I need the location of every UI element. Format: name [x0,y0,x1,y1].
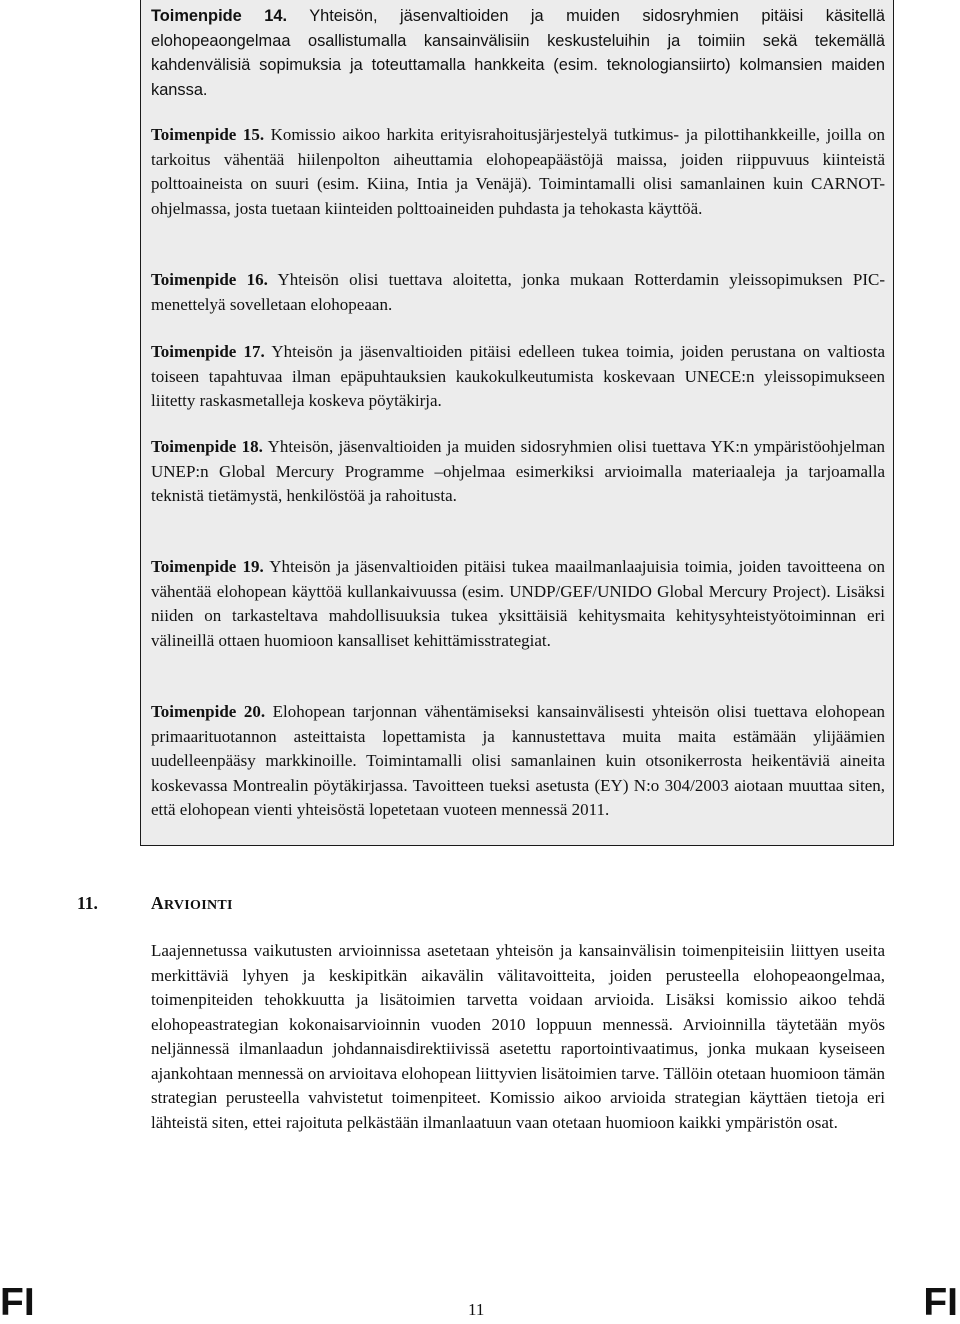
measure-14-text: Yhteisön, jäsenvaltioiden ja muiden sidosryhmien pitäisi käsitellä elohopeaongelmaa osallistumalla kansainvälisiin keskusteluihin ja toimiin sekä tekemällä kahdenvälisiä sopimuksia ja toteuttamalla hankkeita (esim. teknologiansiirto) kolmansien maiden kanssa. [151,7,885,99]
measure-19-paragraph [151,555,885,653]
language-code-left: FI [0,1281,35,1324]
section-heading [151,893,233,914]
measure-15-text: Komissio aikoo harkita erityisrahoitusjärjestelyä tutkimus- ja pilottihankkeille, joilla on tarkoitus vähentää hiilenpolton aiheuttamia elohopeapäästöjä maissa, joiden riippuvuus kiinteistä polttoaineista on suuri (esim. Kiina, Intia ja Venäjä). Toimintamalli olisi samanlainen kuin CARNOT-ohjelmassa, josta tuetaan kiinteiden polttoaineiden puhdasta ja tehokasta käyttöä. [151,125,885,218]
measure-20-paragraph [151,700,885,823]
measure-14-paragraph [151,4,885,102]
measure-17-text: Yhteisön ja jäsenvaltioiden pitäisi edelleen tukea toimia, joiden perustana on valtiosta toiseen tapahtuvaa ilman epäpuhtauksien kaukokulkeutumista koskevaan UNECE:n yleissopimukseen liitetty raskasmetalleja koskeva pöytäkirja. [151,342,885,410]
measure-18-label: Toimenpide 18. [151,437,263,456]
section-heading-initial: A [151,893,164,913]
measure-16-label: Toimenpide 16. [151,270,268,289]
measure-15-paragraph [151,123,885,221]
measure-20-label: Toimenpide 20. [151,702,266,721]
section-number: 11. [77,893,98,913]
measure-16-text: Yhteisön olisi tuettava aloitetta, jonka mukaan Rotterdamin yleissopimuksen PIC-menettelyä sovelletaan elohopeaan. [151,270,886,314]
measure-18-text: Yhteisön, jäsenvaltioiden ja muiden sidosryhmien olisi tuettava YK:n ympäristöohjelman UNEP:n Global Mercury Programme –ohjelmaa esimerkiksi arvioimalla materiaaleja ja tarjoamalla teknistä tietämystä, henkilöstöä ja rahoitusta. [151,437,885,505]
measure-19-text: Yhteisön ja jäsenvaltioiden pitäisi tukea maailmanlaajuisia toimia, joiden tavoitteena on vähentää elohopean käyttöä kullankaivuussa (esim. UNDP/GEF/UNIDO Global Mercury Project). Lisäksi niiden on tarkasteltava mahdollisuuksia tukea yksittäisiä kehitysmaita kehitysyhteistyötoiminnan eri välineillä ottaen huomioon kansalliset kehittämisstrategiat. [151,557,885,650]
measure-18-paragraph [151,435,885,509]
measure-14-label: Toimenpide 14. [151,7,288,25]
measure-15-label: Toimenpide 15. [151,125,265,144]
language-code-right: FI [923,1281,958,1324]
measure-16-paragraph [151,268,885,317]
section-heading-rest: RVIOINTI [163,898,233,913]
measure-17-label: Toimenpide 17. [151,342,265,361]
measure-19-label: Toimenpide 19. [151,557,264,576]
measure-17-paragraph [151,340,885,414]
section-body-paragraph: Laajennetussa vaikutusten arvioinnissa asetetaan yhteisön ja kansainvälisin toimenpiteisiin liittyen useita merkittäviä lyhyen ja keskipitkän aikavälin välitavoitteita, joiden perusteella elohopeaongelmaa, toimenpiteiden tehokkuutta ja lisätoimien tarvetta voidaan arvioida. Lisäksi komissio aikoo tehdä elohopeastrategian kokonaisarvioinnin vuoden 2010 loppuun mennessä. Arvioinnilla täytetään myös neljännessä ilmanlaadun johdannaisdirektiivissä asetettu raportointivaatimus, jonka mukaan kyseiseen ajankohtaan mennessä on arvioitava elohopean liittyvien lisätoimien tarve. Tällöin otetaan huomioon tämän strategian perusteella vahvistetut toimenpiteet. Komissio aikoo arvioida strategian käyttäen tietoja eri lähteistä siten, ettei rajoituta pelkästään ilmanlaatuun vaan otetaan huomioon kaikki ympäristön osat. [151,941,885,1132]
measure-20-text: Elohopean tarjonnan vähentämiseksi kansainvälisesti yhteisön olisi tuettava elohopean primaarituotannon asteittaista lopettamista ja kannustettava muita maita estämään ylijäämien uudelleenpääsy markkinoille. Toimintamalli olisi samanlainen kuin otsonikerrosta heikentäviä aineita koskevassa Montrealin pöytäkirjassa. Tavoitteen tueksi asetusta (EY) N:o 304/2003 aiotaan muuttaa siten, että elohopean vienti yhteisöstä lopetetaan vuoteen mennessä 2011. [151,702,885,819]
page-number: 11 [468,1300,485,1319]
